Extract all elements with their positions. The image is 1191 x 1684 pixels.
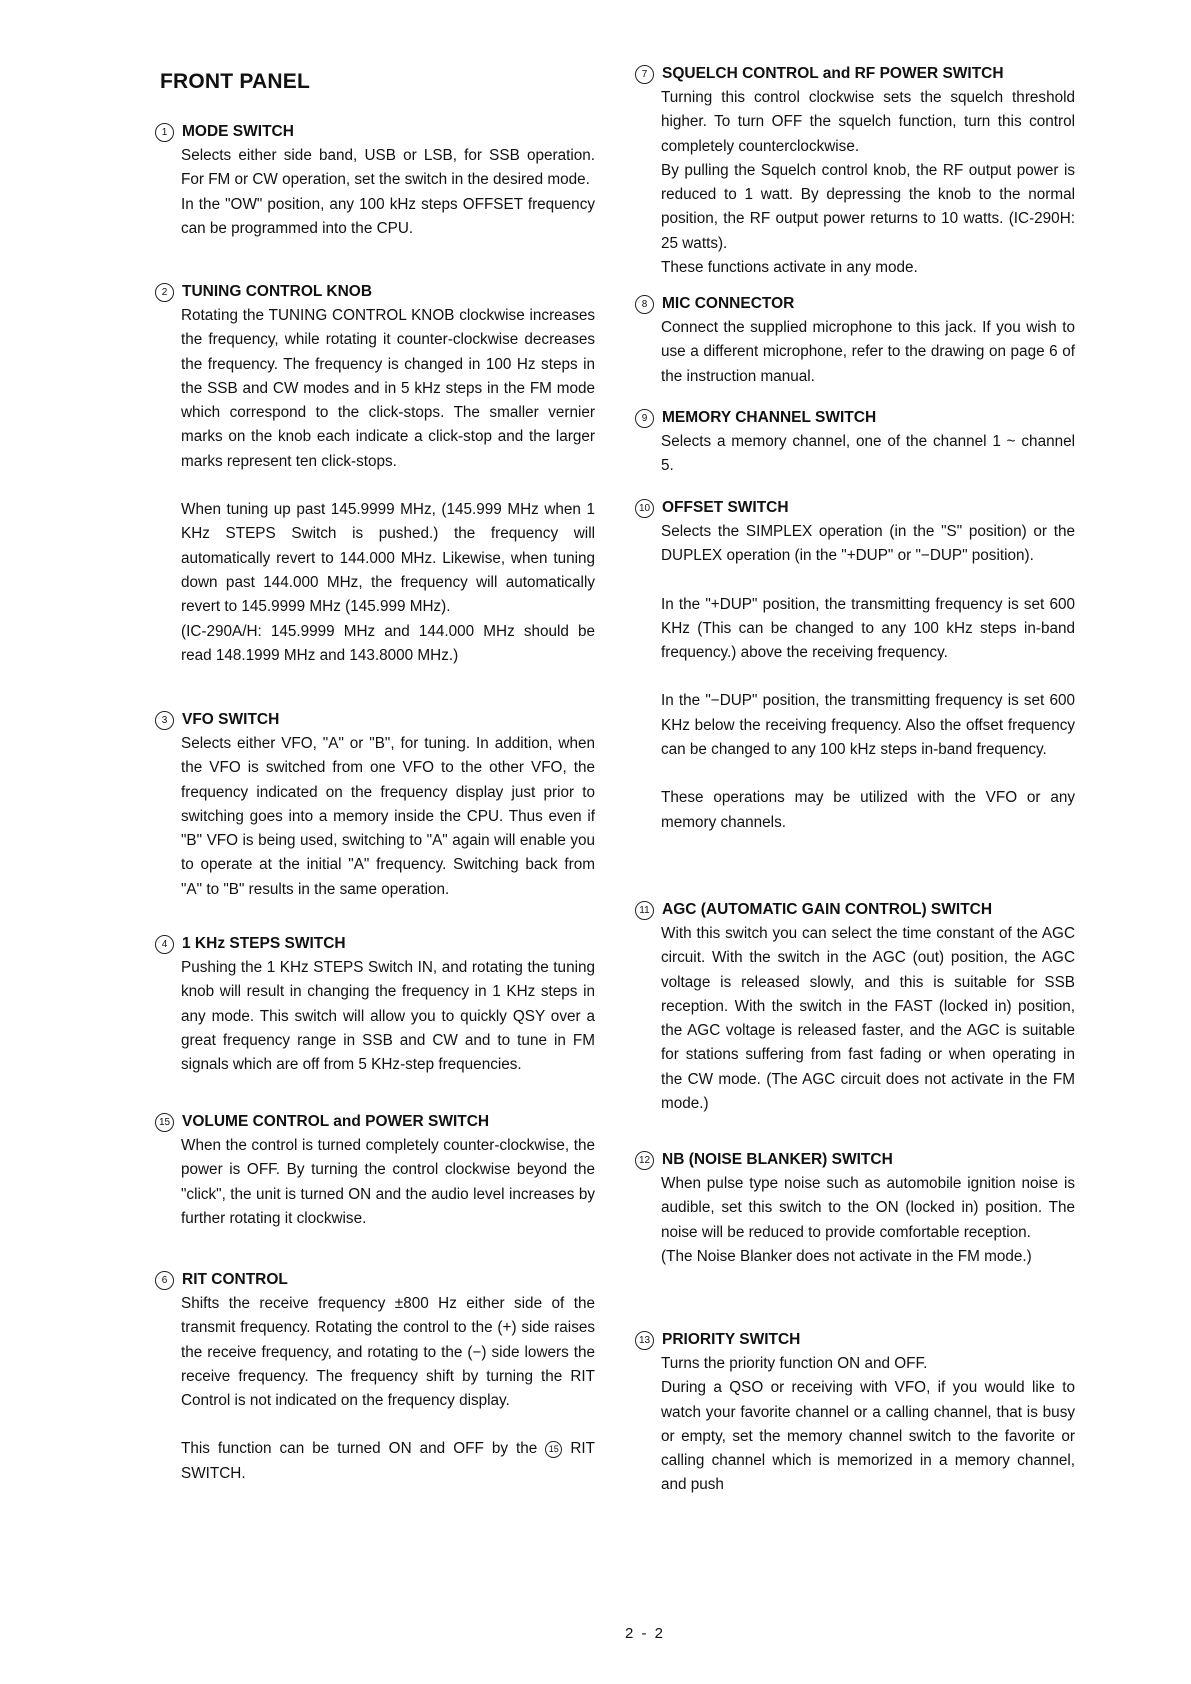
section-body — [181, 956, 595, 1077]
section-heading — [635, 1148, 1075, 1172]
section-heading — [635, 1328, 1075, 1352]
section-heading — [155, 1110, 595, 1134]
paragraph — [181, 1437, 595, 1486]
section-squelch-control — [635, 62, 1075, 280]
paragraph: When the control is turned completely counter-clockwise, the power is OFF. By turning the control clockwise beyond the "click", the unit is turned ON and the audio level increases by further rotating it clockwise. — [181, 1137, 595, 1227]
paragraph: Pushing the 1 KHz STEPS Switch IN, and rotating the tuning knob will result in changing the frequency in 1 KHz steps in any mode. This switch will allow you to quickly QSY over a great frequency range in SSB and CW and to tune in FM signals which are off from 5 KHz-step frequencies. — [181, 959, 595, 1074]
paragraph: In the "−DUP" position, the transmitting frequency is set 600 KHz below the receiving frequency. Also the offset frequency can be changed to any 100 kHz steps in-band frequency. — [661, 692, 1075, 759]
paragraph: Turns the priority function ON and OFF. — [661, 1355, 928, 1372]
paragraph: These functions activate in any mode. — [661, 259, 918, 277]
item-number: 4 — [155, 935, 174, 954]
rit-note-text: This function can be turned ON and OFF by the — [181, 1440, 538, 1458]
section-title: TUNING CONTROL KNOB — [182, 283, 373, 300]
section-mic-connector — [635, 292, 1075, 389]
section-body — [181, 1134, 595, 1231]
paragraph: During a QSO or receiving with VFO, if you would like to watch your favorite channel or a calling channel, that is busy or empty, set the memory channel switch to the favorite or calling channel which is memorized in a memory channel, and push — [661, 1379, 1075, 1494]
section-rit-control — [155, 1268, 595, 1486]
section-body — [661, 430, 1075, 479]
rit-note-text: RIT SWITCH. — [181, 1440, 595, 1482]
section-title: AGC (AUTOMATIC GAIN CONTROL) SWITCH — [662, 901, 993, 918]
section-title: OFFSET SWITCH — [662, 499, 789, 516]
section-nb-switch — [635, 1148, 1075, 1269]
item-number: 15 — [545, 1441, 562, 1458]
section-heading — [635, 62, 1075, 86]
section-title: NB (NOISE BLANKER) SWITCH — [662, 1151, 893, 1168]
paragraph: When pulse type noise such as automobile ignition noise is audible, set this switch to the ON (locked in) position. The noise will be reduced to provide comfortable reception. — [661, 1175, 1075, 1241]
section-title: MEMORY CHANNEL SWITCH — [662, 409, 877, 426]
item-number: 6 — [155, 1271, 174, 1290]
paragraph: (The Noise Blanker does not activate in the FM mode.) — [661, 1247, 1032, 1265]
paragraph: By pulling the Squelch control knob, the RF output power is reduced to 1 watt. By depressing the knob to the normal position, the RF output power returns to 10 watts. (IC-290H: 25 watts). — [661, 161, 1075, 252]
page-number: 2 - 2 — [625, 1625, 666, 1642]
section-title: PRIORITY SWITCH — [662, 1331, 801, 1348]
paragraph: Turning this control clockwise sets the squelch threshold higher. To turn OFF the squelch function, turn this control completely counterclockwise. — [661, 89, 1075, 155]
section-title: MIC CONNECTOR — [662, 295, 795, 312]
item-number: 11 — [635, 901, 654, 920]
section-mode-switch — [155, 120, 595, 241]
section-heading — [635, 898, 1075, 922]
section-1khz-steps-switch — [155, 932, 595, 1077]
section-title: RIT CONTROL — [182, 1271, 288, 1288]
section-heading — [155, 708, 595, 732]
paragraph: When tuning up past 145.9999 MHz, (145.999 MHz when 1 KHz STEPS Switch is pushed.) the frequency will automatically revert to 144.000 MHz. Likewise, when tuning down past 144.000 MHz, the frequency will automatically revert to 145.9999 MHz (145.999 MHz). — [181, 501, 595, 616]
item-number: 3 — [155, 711, 174, 730]
paragraph: Selects a memory channel, one of the channel 1 ~ channel 5. — [661, 433, 1075, 475]
item-number: 8 — [635, 295, 654, 314]
section-volume-control — [155, 1110, 595, 1231]
section-vfo-switch — [155, 708, 595, 902]
item-number: 9 — [635, 409, 654, 428]
paragraph: With this switch you can select the time constant of the AGC circuit. With the switch in the AGC (out) position, the AGC voltage is released slowly, and this is suitable for SSB reception. With the switch in the FAST (locked in) position, the AGC voltage is released faster, and the AGC is suitable for stations suffering from fast fading or when operating in the CW mode. (The AGC circuit does not activate in the FM mode.) — [661, 925, 1075, 1113]
section-title: VOLUME CONTROL and POWER SWITCH — [182, 1113, 490, 1130]
section-body — [181, 144, 595, 241]
item-number: 13 — [635, 1331, 654, 1350]
paragraph: Selects either VFO, "A" or "B", for tuning. In addition, when the VFO is switched from one VFO to the other VFO, the frequency indicated on the frequency display just prior to switching goes into a memory inside the CPU. Thus even if "B" VFO is being used, switching to "A" again will enable you to operate at the initial "A" frequency. Switching back from "A" to "B" results in the same operation. — [181, 735, 595, 898]
section-title: 1 KHz STEPS SWITCH — [182, 935, 346, 952]
section-body — [661, 86, 1075, 280]
paragraph: Rotating the TUNING CONTROL KNOB clockwise increases the frequency, while rotating it counter-clockwise decreases the frequency. The frequency is changed in 100 Hz steps in the SSB and CW modes and in 5 kHz steps in the FM mode which correspond to the click-stops. The smaller vernier marks on the knob each indicate a click-stop and the larger marks represent ten click-stops. — [181, 307, 595, 470]
paragraph: In the "+DUP" position, the transmitting frequency is set 600 KHz (This can be changed to any 100 kHz steps in-band frequency.) above the receiving frequency. — [661, 595, 1075, 662]
item-number: 1 — [155, 123, 174, 142]
section-body — [181, 1292, 595, 1486]
section-title: SQUELCH CONTROL and RF POWER SWITCH — [662, 65, 1004, 82]
section-heading — [635, 496, 1075, 520]
section-heading — [155, 120, 595, 144]
section-offset-switch — [635, 496, 1075, 835]
paragraph: Selects the SIMPLEX operation (in the "S" position) or the DUPLEX operation (in the "+DUP" or "−DUP" position). — [661, 523, 1075, 565]
section-body — [661, 520, 1075, 835]
section-heading — [155, 280, 595, 304]
item-number: 15 — [155, 1113, 174, 1132]
paragraph: Connect the supplied microphone to this jack. If you wish to use a different microphone, refer to the drawing on page 6 of the instruction manual. — [661, 319, 1075, 385]
section-body — [661, 1172, 1075, 1269]
paragraph: (IC-290A/H: 145.9999 MHz and 144.000 MHz should be read 148.1999 MHz and 143.8000 MHz.) — [181, 622, 595, 664]
page-title: FRONT PANEL — [160, 70, 310, 93]
paragraph: Selects either side band, USB or LSB, for SSB operation. For FM or CW operation, set the switch in the desired mode. — [181, 147, 595, 189]
section-body — [661, 316, 1075, 389]
section-heading — [155, 932, 595, 956]
section-body — [181, 304, 595, 668]
section-heading — [155, 1268, 595, 1292]
paragraph: In the "OW" position, any 100 kHz steps OFFSET frequency can be programmed into the CPU. — [181, 195, 595, 237]
section-heading — [635, 406, 1075, 430]
paragraph: These operations may be utilized with the VFO or any memory channels. — [661, 789, 1075, 831]
section-body — [661, 922, 1075, 1116]
section-body — [661, 1352, 1075, 1498]
section-heading — [635, 292, 1075, 316]
section-title: MODE SWITCH — [182, 123, 294, 140]
paragraph: Shifts the receive frequency ±800 Hz either side of the transmit frequency. Rotating the control to the (+) side raises the receive frequency, and rotating to the (−) side lowers the receive frequency. The frequency shift by turning the RIT Control is not indicated on the frequency display. — [181, 1295, 595, 1410]
section-memory-channel-switch — [635, 406, 1075, 479]
section-agc-switch — [635, 898, 1075, 1116]
item-number: 10 — [635, 499, 654, 518]
section-priority-switch — [635, 1328, 1075, 1498]
section-body — [181, 732, 595, 902]
section-title: VFO SWITCH — [182, 711, 280, 728]
item-number: 2 — [155, 283, 174, 302]
item-number: 7 — [635, 65, 654, 84]
item-number: 12 — [635, 1151, 654, 1170]
section-tuning-control-knob — [155, 280, 595, 668]
